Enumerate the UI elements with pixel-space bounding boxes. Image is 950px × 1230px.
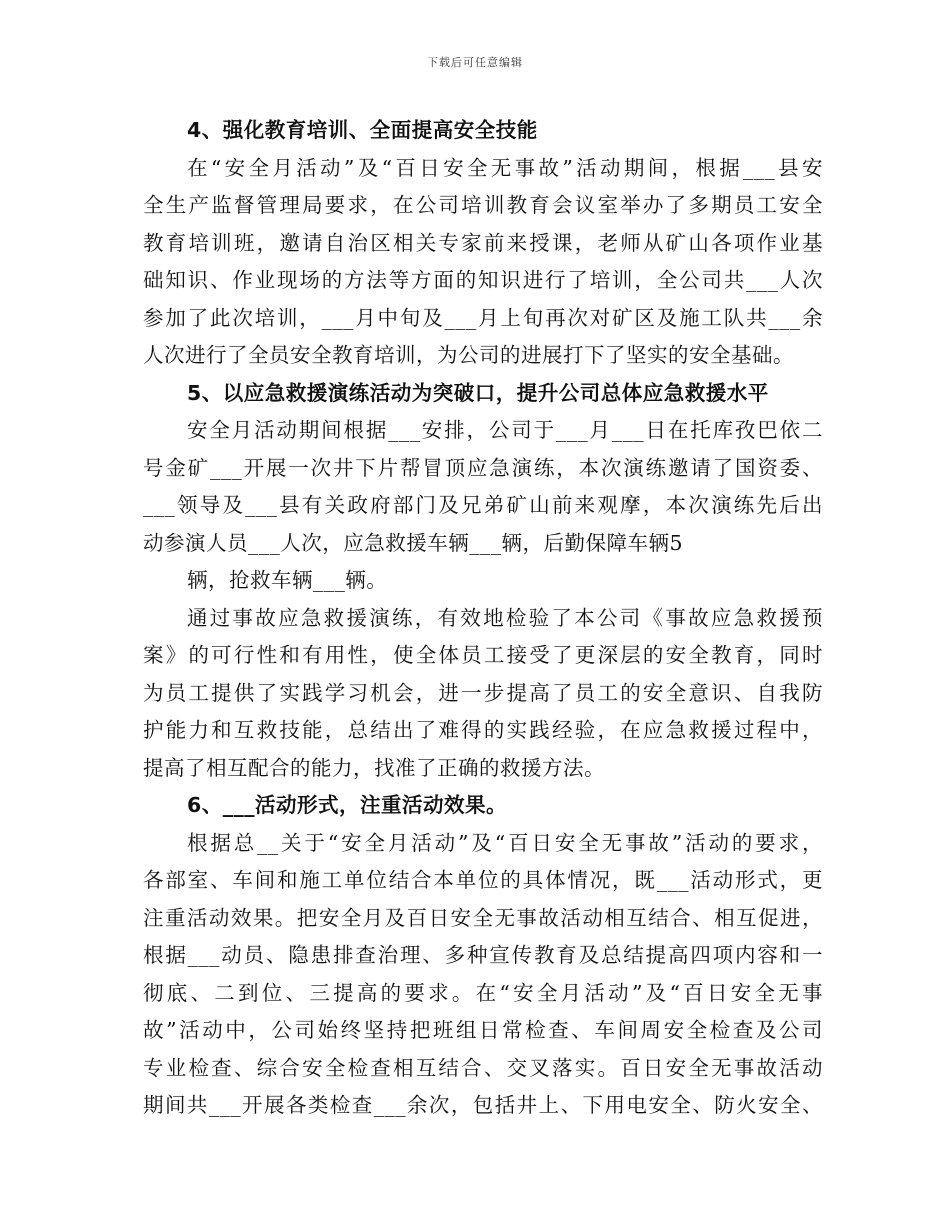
- section-heading-6: 6、___活动形式，注重活动效果。: [187, 793, 508, 817]
- paragraph-line: 安全月活动期间根据___安排，公司于___月___日在托库孜巴依二: [187, 418, 823, 442]
- paragraph-line: 在“安全月活动”及“百日安全无事故”活动期间，根据___县安: [187, 155, 823, 180]
- paragraph-line: 全生产监督管理局要求，在公司培训教育会议室举办了多期员工安全: [143, 193, 823, 217]
- paragraph-line: 辆，抢救车辆___辆。: [187, 568, 388, 592]
- paragraph-line: 参加了此次培训，___月中旬及___月上旬再次对矿区及施工队共___余: [143, 305, 823, 330]
- section-heading-5: 5、以应急救援演练活动为突破口，提升公司总体应急救援水平: [187, 380, 769, 405]
- paragraph-line: 注重活动效果。把安全月及百日安全无事故活动相互结合、相互促进，: [143, 905, 823, 930]
- paragraph-line: 案》的可行性和有用性，使全体员工接受了更深层的安全教育，同时: [143, 643, 823, 667]
- paragraph-line: 故”活动中，公司始终坚持把班组日常检查、车间周安全检查及公司: [143, 1018, 823, 1042]
- document-body: [143, 112, 823, 1125]
- paragraph-line: 人次进行了全员安全教育培训，为公司的进展打下了坚实的安全基础。: [143, 343, 794, 367]
- section-heading-4: 4、强化教育培训、全面提高安全技能: [187, 118, 538, 142]
- paragraph-line: 期间共___开展各类检查___余次，包括井上、下用电安全、防火安全、: [143, 1093, 823, 1117]
- paragraph-line: 动参演人员___人次，应急救援车辆___辆，后勤保障车辆5: [143, 530, 684, 555]
- page-header: 下载后可任意编辑: [427, 56, 523, 69]
- paragraph-line: 为员工提供了实践学习机会，进一步提高了员工的安全意识、自我防: [143, 680, 823, 705]
- paragraph-line: 根据总__关于“安全月活动”及“百日安全无事故”活动的要求，: [187, 830, 823, 855]
- paragraph-line: 通过事故应急救援演练，有效地检验了本公司《事故应急救援预: [187, 605, 823, 630]
- paragraph-line: ___领导及___县有关政府部门及兄弟矿山前来观摩，本次演练先后出: [143, 493, 823, 517]
- paragraph-line: 各部室、车间和施工单位结合本单位的具体情况，既___活动形式，更: [143, 868, 823, 892]
- paragraph-line: 教育培训班，邀请自治区相关专家前来授课，老师从矿山各项作业基: [143, 230, 823, 255]
- paragraph-line: 号金矿___开展一次井下片帮冒顶应急演练，本次演练邀请了国资委、: [143, 455, 823, 480]
- paragraph-line: 根据___动员、隐患排查治理、多种宣传教育及总结提高四项内容和一: [143, 943, 823, 967]
- paragraph-line: 彻底、二到位、三提高的要求。在“安全月活动”及“百日安全无事: [143, 980, 823, 1005]
- paragraph-line: 专业检查、综合安全检查相互结合、交叉落实。百日安全无事故活动: [143, 1055, 823, 1080]
- paragraph-line: 提高了相互配合的能力，找准了正确的救援方法。: [143, 755, 605, 780]
- paragraph-line: 础知识、作业现场的方法等方面的知识进行了培训，全公司共___人次: [143, 268, 823, 292]
- paragraph-line: 护能力和互救技能，总结出了难得的实践经验，在应急救援过程中，: [143, 718, 823, 742]
